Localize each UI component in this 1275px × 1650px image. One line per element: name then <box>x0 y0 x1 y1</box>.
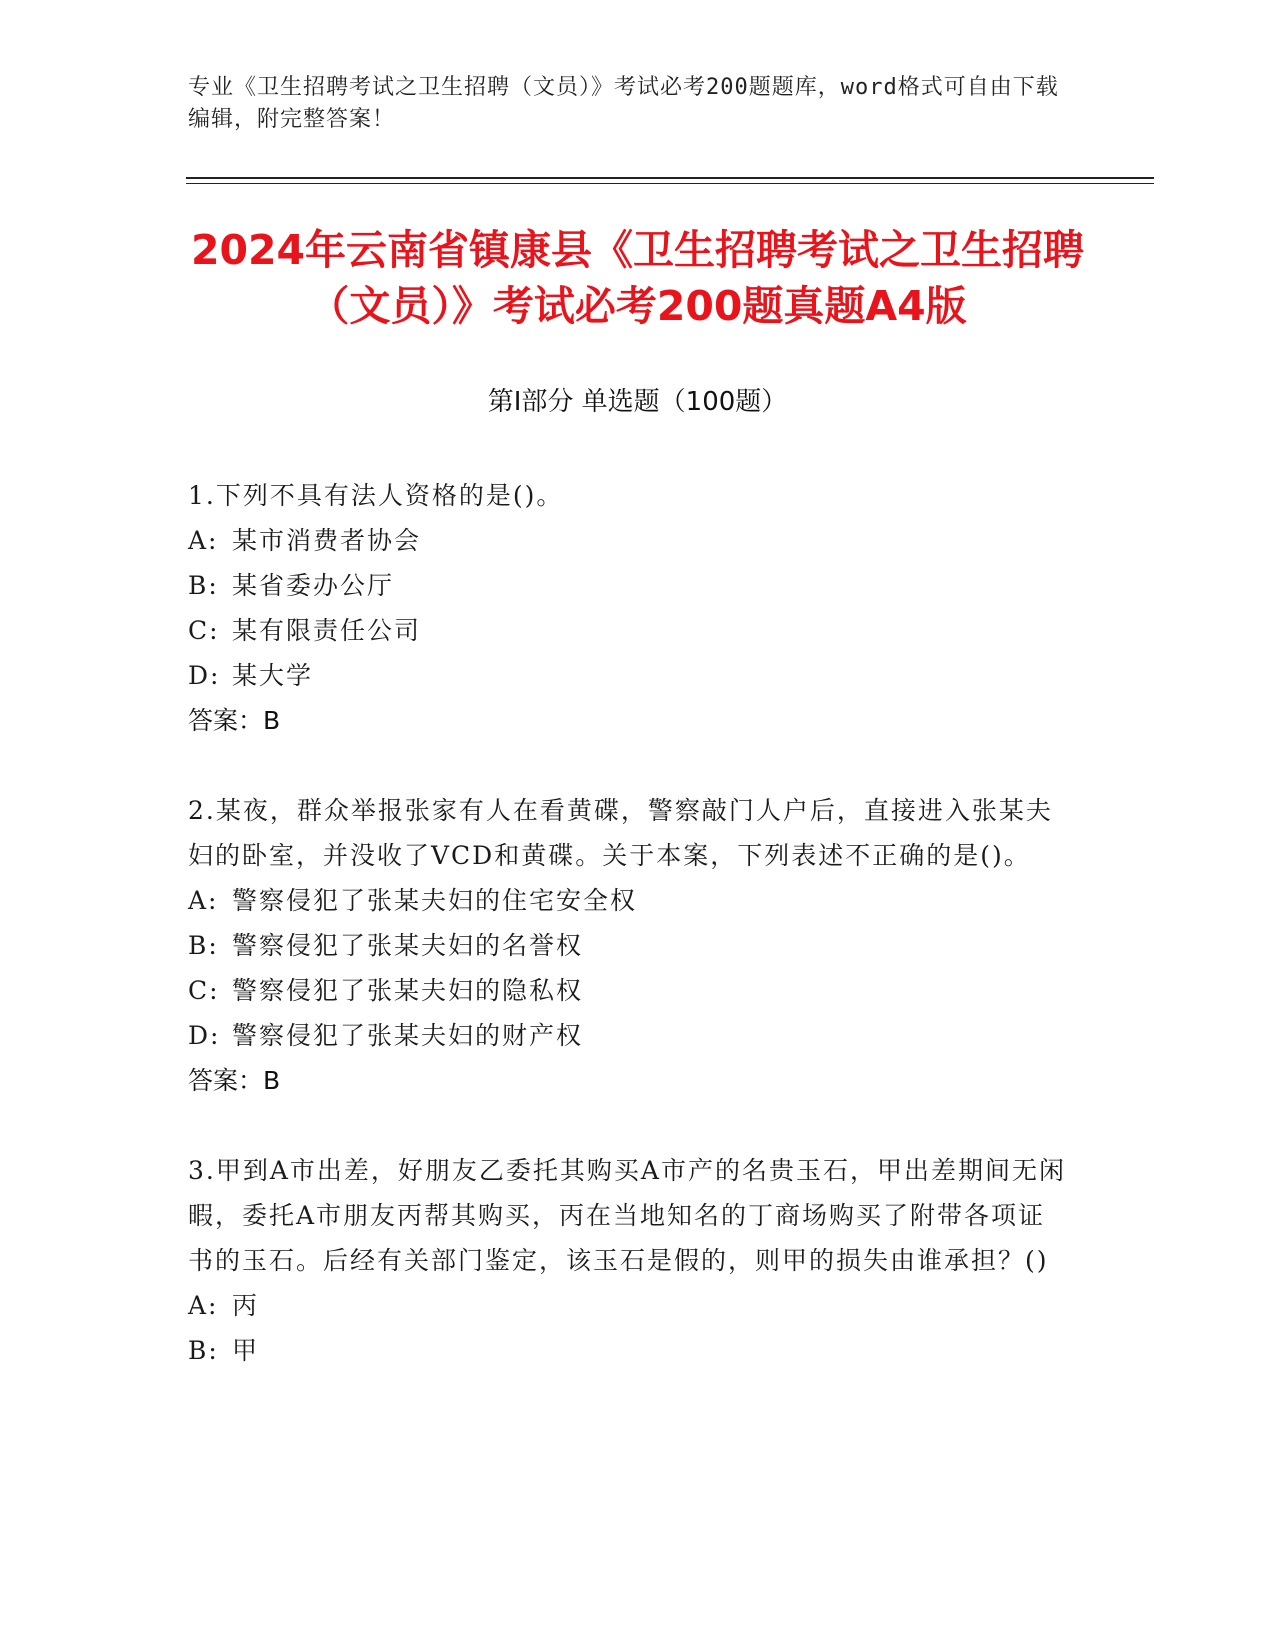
option-text: 警察侵犯了张某夫妇的隐私权 <box>232 976 584 1005</box>
option-b <box>188 923 1068 968</box>
question-1 <box>188 473 1068 743</box>
answer-line: 答案：B <box>188 1066 281 1095</box>
option-d <box>188 653 1068 698</box>
option-text: 某有限责任公司 <box>232 616 422 645</box>
option-key: D: <box>188 1021 221 1050</box>
option-key: A: <box>188 526 219 555</box>
option-text: 某大学 <box>232 661 314 690</box>
option-key: B: <box>188 571 219 600</box>
question-3 <box>188 1148 1068 1373</box>
question-text: 1.下列不具有法人资格的是()。 <box>188 481 564 510</box>
option-text: 某省委办公厅 <box>232 571 395 600</box>
question-2 <box>188 788 1068 1103</box>
header-divider-thin <box>186 183 1154 184</box>
option-text: 警察侵犯了张某夫妇的住宅安全权 <box>232 886 638 915</box>
option-d <box>188 1013 1068 1058</box>
option-key: B: <box>188 1336 219 1365</box>
option-b <box>188 1328 1068 1373</box>
document-title: 2024年云南省镇康县《卫生招聘考试之卫生招聘（文员）》考试必考200题真题A4版 <box>190 226 1085 330</box>
answer-line: 答案：B <box>188 706 281 735</box>
section-title: 第I部分 单选题（100题） <box>487 387 788 417</box>
option-text: 丙 <box>232 1291 260 1320</box>
option-key: C: <box>188 976 220 1005</box>
question-text: 3.甲到A市出差，好朋友乙委托其购买A市产的名贵玉石，甲出差期间无闲暇，委托A市朋友丙帮其购买，丙在当地知名的丁商场购买了附带各项证书的玉石。后经有关部门鉴定，该玉石是假的，则甲的损失由谁承担？() <box>188 1156 1066 1275</box>
option-b <box>188 563 1068 608</box>
header-note: 专业《卫生招聘考试之卫生招聘（文员）》考试必考200题题库，word格式可自由下载编辑，附完整答案！ <box>188 75 1059 132</box>
option-text: 甲 <box>232 1336 260 1365</box>
option-text: 警察侵犯了张某夫妇的财产权 <box>232 1021 584 1050</box>
header-divider-thick <box>186 177 1154 179</box>
option-key: C: <box>188 616 220 645</box>
option-text: 某市消费者协会 <box>232 526 422 555</box>
option-a <box>188 878 1068 923</box>
option-key: A: <box>188 1291 219 1320</box>
question-list <box>188 473 1068 1418</box>
option-c <box>188 968 1068 1013</box>
option-key: D: <box>188 661 221 690</box>
option-key: B: <box>188 931 219 960</box>
option-text: 警察侵犯了张某夫妇的名誉权 <box>232 931 584 960</box>
question-text: 2.某夜，群众举报张家有人在看黄碟，警察敲门人户后，直接进入张某夫妇的卧室，并没收了VCD和黄碟。关于本案，下列表述不正确的是()。 <box>188 796 1053 870</box>
option-key: A: <box>188 886 219 915</box>
option-a <box>188 1283 1068 1328</box>
option-a <box>188 518 1068 563</box>
option-c <box>188 608 1068 653</box>
